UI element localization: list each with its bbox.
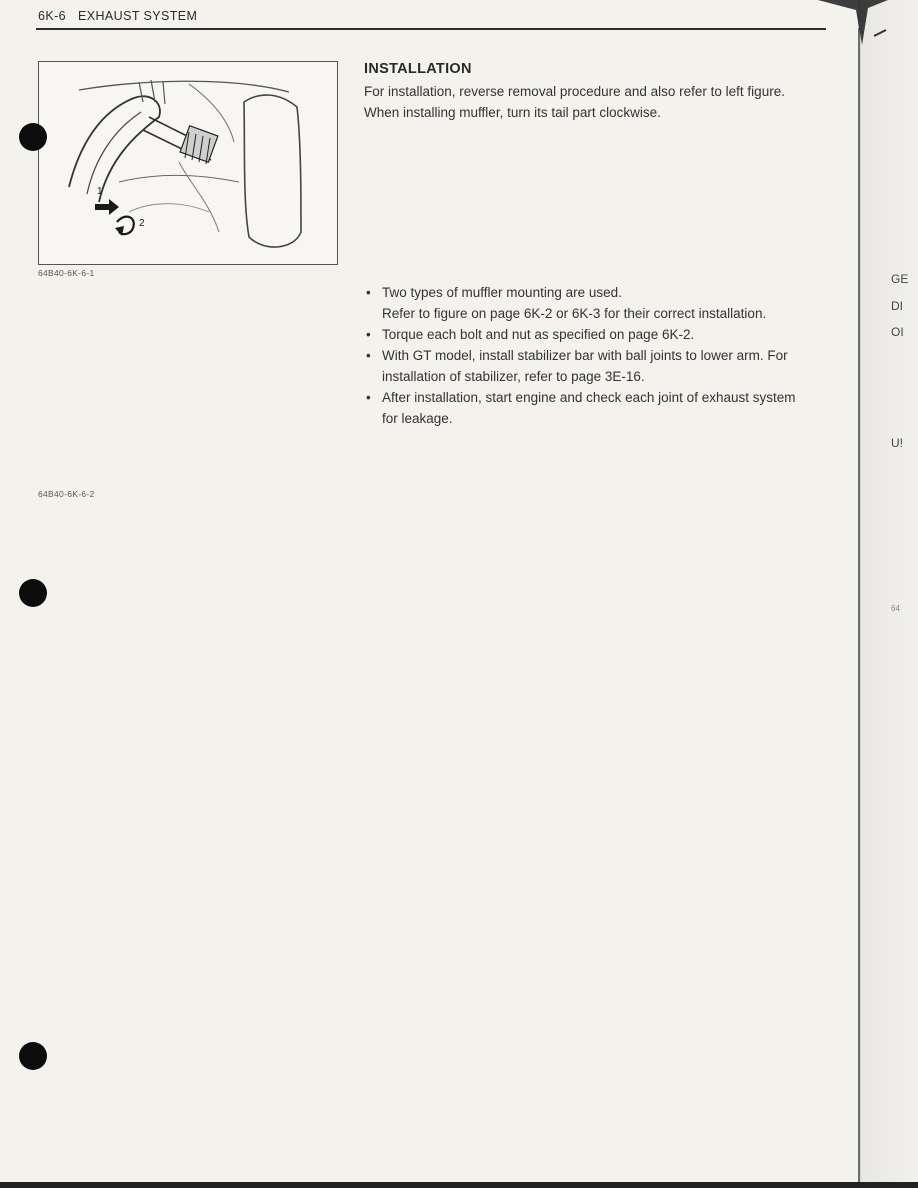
binder-punch-hole — [19, 579, 47, 607]
curled-corner-shadow — [818, 0, 888, 60]
side-fragment: U! — [891, 436, 903, 450]
figure-caption-2: 64B40-6K-6-2 — [38, 489, 95, 499]
scan-bottom-edge — [0, 1182, 918, 1188]
installation-heading: INSTALLATION — [364, 61, 472, 77]
note-item-leak-check — [364, 387, 814, 429]
header-rule — [36, 28, 826, 30]
note-text: Refer to figure on page 6K-2 or 6K-3 for their correct installation. — [382, 306, 767, 321]
note-text: • After installation, start engine and check each joint of exhaust system for leakage. — [382, 390, 796, 426]
binder-punch-hole — [19, 1042, 47, 1070]
installation-intro — [364, 81, 824, 123]
installation-paragraph-2: When installing muffler, turn its tail part clockwise. — [364, 105, 661, 120]
note-text: • With GT model, install stabilizer bar with ball joints to lower arm. For installation of stabilizer, refer to page 3E-16. — [382, 348, 788, 384]
note-text: • Torque each bolt and nut as specified on page 6K-2. — [382, 327, 695, 342]
section-title-header: EXHAUST SYSTEM — [78, 9, 198, 23]
muffler-illustration — [39, 62, 337, 264]
figure-caption-1: 64B40-6K-6-1 — [38, 268, 95, 278]
side-fragment: DI — [891, 299, 903, 313]
note-item-stabilizer — [364, 345, 814, 387]
installation-notes-list — [364, 282, 814, 429]
side-fragment: GE — [891, 272, 909, 286]
binder-punch-hole — [19, 123, 47, 151]
page-fold-line — [858, 28, 860, 1188]
figure-label-1: 1 — [97, 186, 103, 197]
note-item-torque — [364, 324, 814, 345]
note-item-mounting — [364, 282, 814, 324]
next-page-edge — [858, 0, 918, 1188]
note-text: • Two types of muffler mounting are used. — [382, 285, 622, 300]
page-header — [38, 9, 197, 23]
side-fragment: 64 — [891, 604, 900, 613]
side-fragment: OI — [891, 325, 904, 339]
page-number: 6K-6 — [38, 9, 67, 23]
installation-paragraph-1: For installation, reverse removal procedure and also refer to left figure. — [364, 84, 785, 99]
muffler-installation-figure — [38, 61, 338, 265]
figure-label-2: 2 — [139, 218, 145, 229]
